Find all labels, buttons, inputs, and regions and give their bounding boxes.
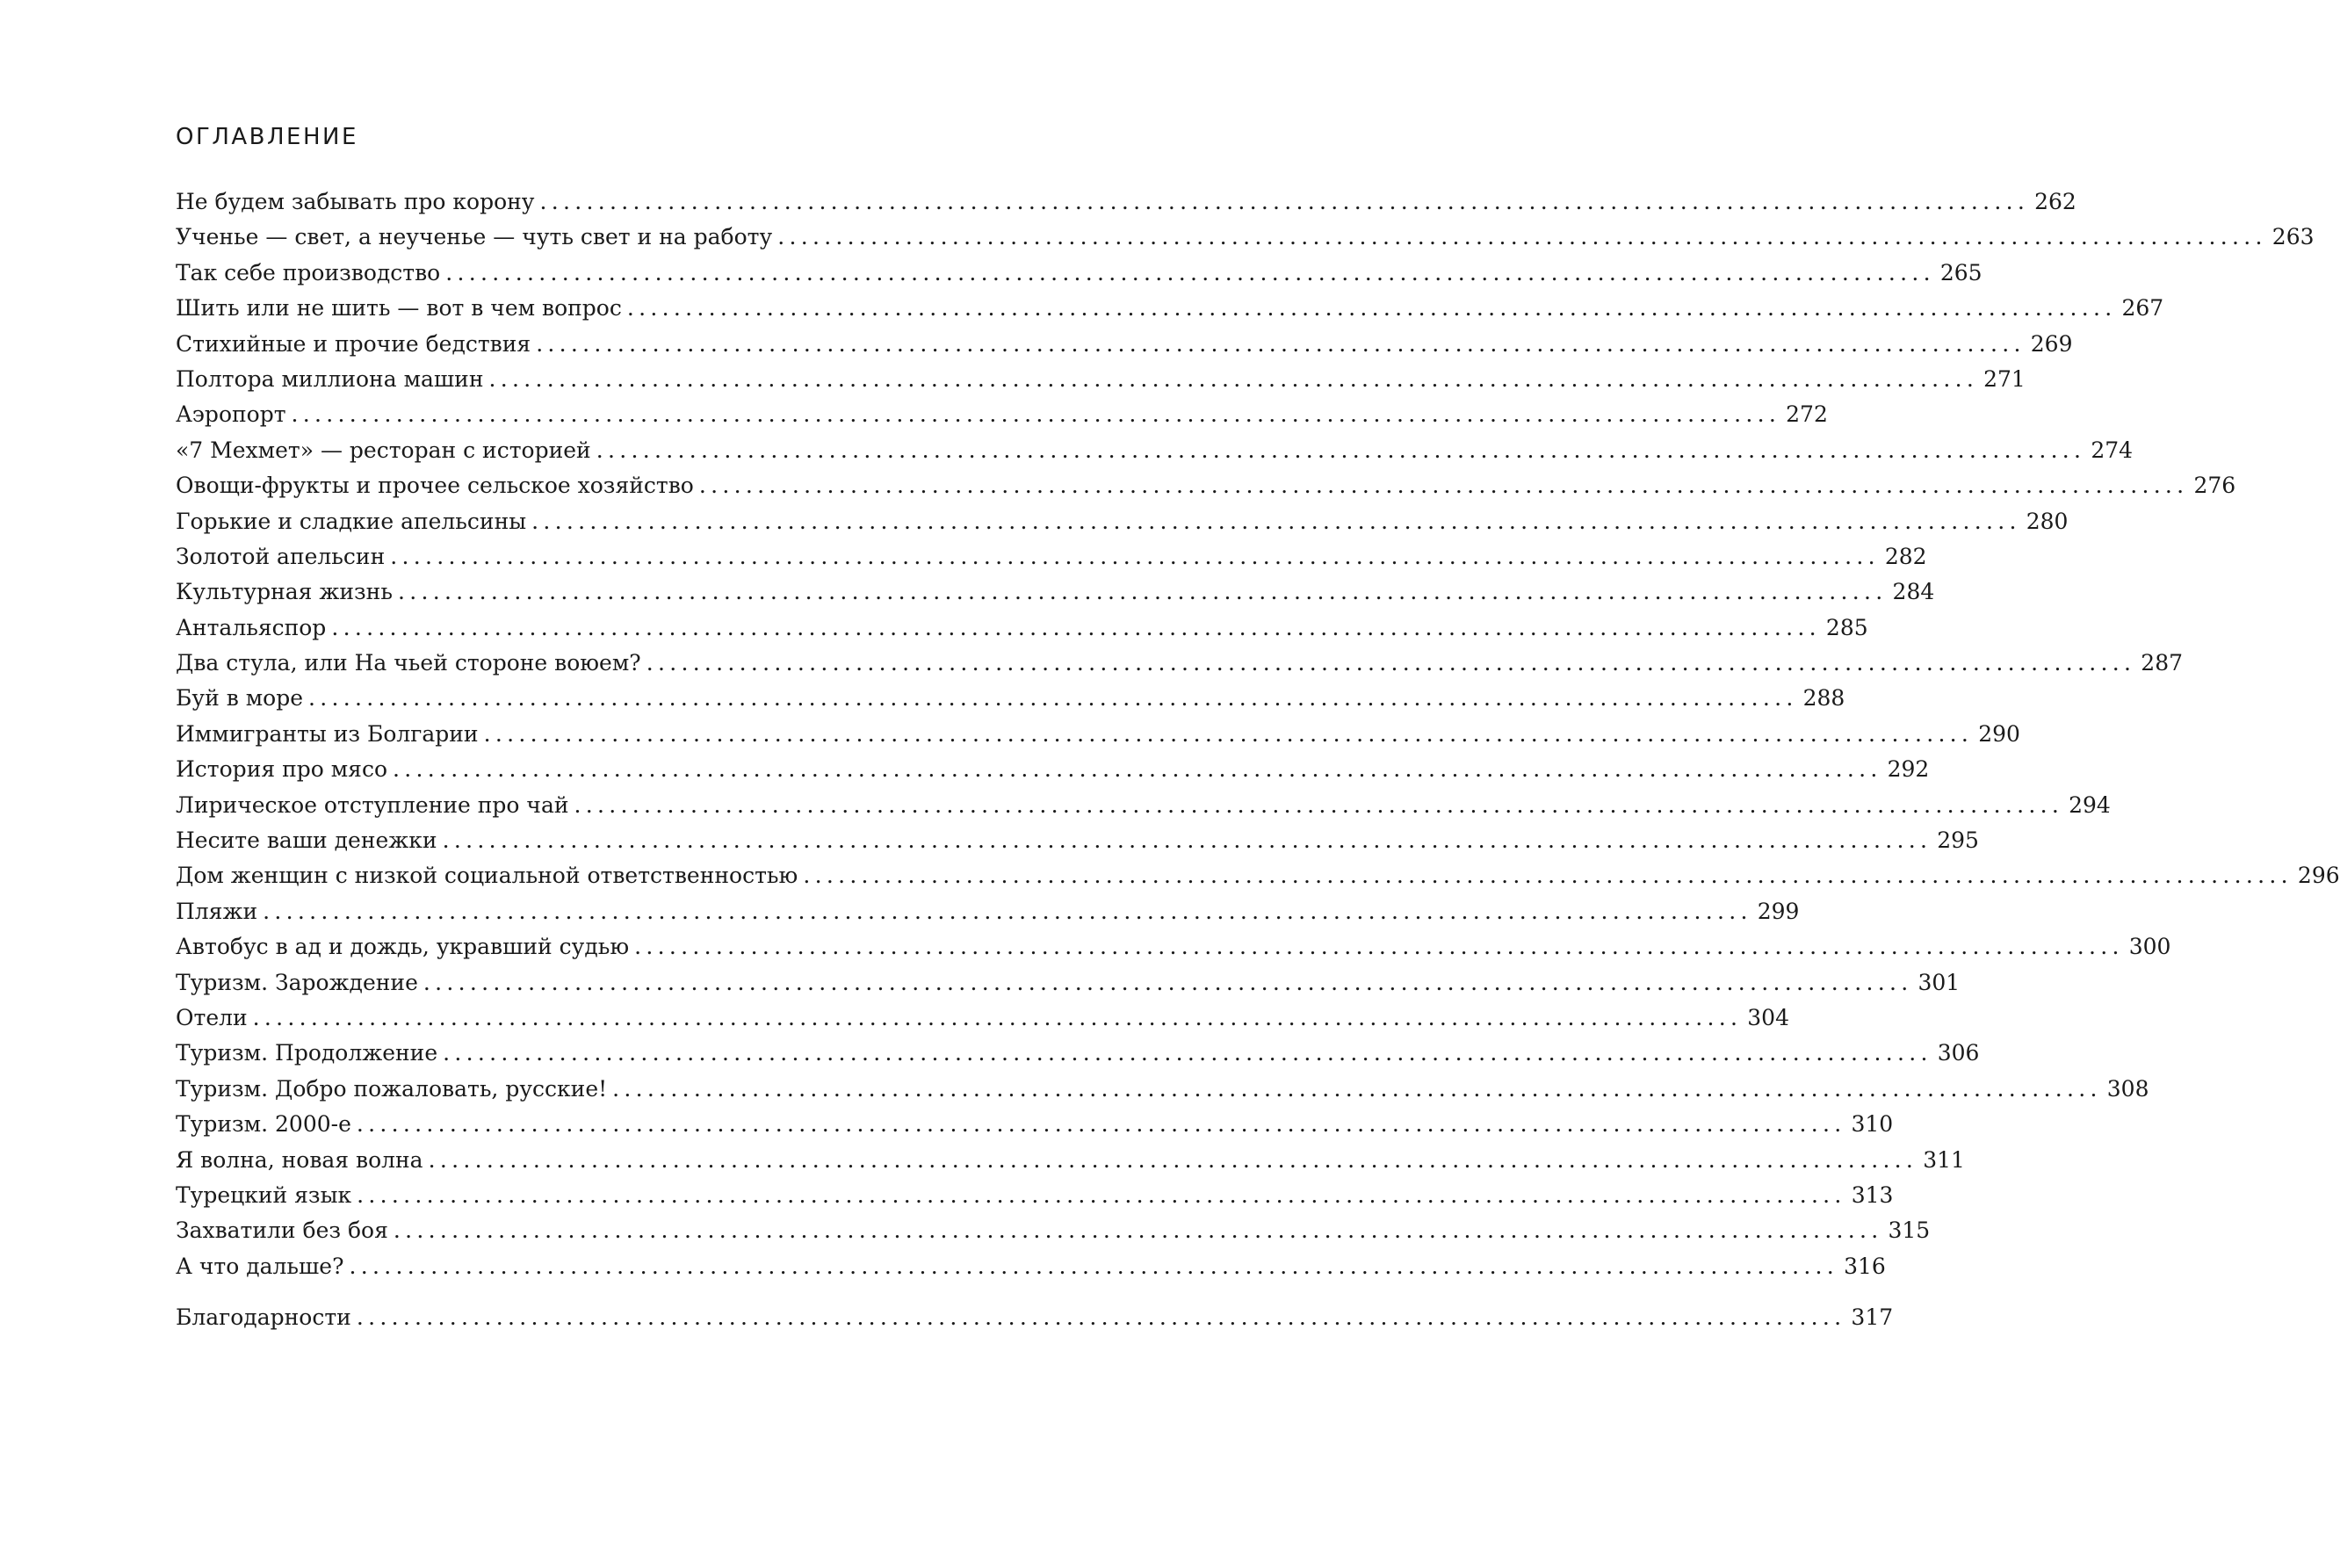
toc-entry-page: 304: [1747, 1004, 1789, 1030]
toc-entry-page: 292: [1887, 756, 1930, 783]
toc-entry[interactable]: [176, 504, 2069, 539]
toc-entry-page: 274: [2091, 437, 2134, 463]
toc-list: [176, 184, 2340, 1336]
toc-entry[interactable]: [176, 788, 2111, 823]
toc-entry-page: 288: [1802, 685, 1845, 712]
toc-entry[interactable]: [176, 1001, 1789, 1036]
toc-entry-leader: ................................................................................................................................: [357, 1181, 1846, 1208]
toc-entry[interactable]: [176, 184, 2076, 220]
toc-entry-title: Горькие и сладкие апельсины: [176, 508, 527, 534]
toc-entry-title: Несите ваши денежки: [176, 827, 437, 854]
toc-entry-title: Стихийные и прочие бедствия: [176, 330, 531, 357]
toc-entry-title: Лирическое отступление про чай: [176, 791, 569, 818]
toc-entry-leader: ................................................................................................................................: [634, 934, 2124, 960]
toc-entry-leader: ................................................................................................................................: [803, 863, 2293, 889]
toc-entry-leader: ................................................................................................................................: [393, 1218, 1883, 1244]
toc-entry-leader: ................................................................................................................................: [263, 898, 1752, 924]
toc-entry-title: Захватили без боя: [176, 1218, 388, 1244]
toc-entry[interactable]: [176, 823, 1979, 858]
toc-entry-leader: ................................................................................................................................: [397, 579, 1888, 605]
toc-entry-leader: ................................................................................................................................: [488, 365, 1979, 392]
toc-entry-leader: ................................................................................................................................: [596, 437, 2086, 463]
toc-entry-page: 311: [1923, 1146, 1965, 1173]
toc-entry-page: 269: [2030, 330, 2073, 357]
toc-entry-page: 280: [2026, 508, 2069, 534]
toc-entry-page: 310: [1851, 1111, 1894, 1138]
toc-entry-title: Автобус в ад и дождь, укравший судью: [176, 934, 630, 960]
toc-entry-page: 295: [1937, 827, 1979, 854]
toc-entry-page: 282: [1884, 543, 1927, 569]
toc-entry-page: 294: [2069, 791, 2111, 818]
toc-entry-page: 299: [1757, 898, 1800, 924]
toc-entry-title: Буй в море: [176, 685, 304, 712]
toc-entry-page: 313: [1851, 1181, 1894, 1208]
toc-entry-leader: ................................................................................................................................: [252, 1004, 1743, 1030]
toc-entry-title: История про мясо: [176, 756, 388, 783]
toc-entry-leader: ................................................................................................................................: [356, 1111, 1846, 1138]
toc-entry[interactable]: [176, 646, 2184, 681]
toc-entry[interactable]: [176, 574, 1935, 610]
toc-entry-leader: ................................................................................................................................: [422, 969, 1913, 995]
toc-entry[interactable]: [176, 1107, 1894, 1142]
toc-entry[interactable]: [176, 1072, 2149, 1107]
toc-entry-title: Так себе производство: [176, 259, 441, 285]
toc-entry-title: Отели: [176, 1004, 248, 1030]
toc-entry[interactable]: [176, 717, 2020, 752]
toc-entry-leader: ................................................................................................................................: [331, 614, 1821, 640]
toc-entry-leader: ................................................................................................................................: [777, 224, 2267, 250]
toc-entry-page: 306: [1937, 1040, 1980, 1066]
toc-entry-title: «7 Мехмет» — ресторан с историей: [176, 437, 591, 463]
toc-entry-title: Шить или не шить — вот в чем вопрос: [176, 295, 622, 322]
toc-entry-title: Туризм. Добро пожаловать, русские!: [176, 1075, 608, 1102]
toc-heading: ОГЛАВЛЕНИЕ: [176, 124, 358, 150]
toc-entry-leader: ................................................................................................................................: [646, 650, 2136, 676]
toc-entry-leader: ................................................................................................................................: [390, 543, 1880, 569]
toc-entry[interactable]: [176, 965, 1961, 1001]
toc-entry-page: 265: [1939, 259, 1982, 285]
toc-entry-leader: ................................................................................................................................: [308, 685, 1798, 712]
toc-entry-title: Аэропорт: [176, 401, 286, 428]
toc-entry-leader: ................................................................................................................................: [574, 791, 2064, 818]
toc-entry[interactable]: [176, 362, 2026, 397]
toc-entry-leader: ................................................................................................................................: [536, 330, 2026, 357]
toc-entry[interactable]: [176, 894, 1800, 929]
toc-entry[interactable]: [176, 929, 2171, 965]
toc-entry-page: 315: [1888, 1218, 1931, 1244]
toc-entry-title: Ученье — свет, а неученье — чуть свет и на работу: [176, 224, 773, 250]
toc-entry-page: 317: [1851, 1304, 1894, 1331]
toc-entry-leader: ................................................................................................................................: [698, 473, 2189, 499]
toc-entry-page: 285: [1825, 614, 1868, 640]
toc-entry[interactable]: [176, 1213, 1931, 1248]
toc-entry-leader: ................................................................................................................................: [428, 1146, 1918, 1173]
toc-entry-acknowledgements[interactable]: [176, 1300, 1894, 1335]
toc-entry-title: Турецкий язык: [176, 1181, 352, 1208]
toc-entry-leader: ................................................................................................................................: [349, 1253, 1839, 1279]
toc-entry-title: Не будем забывать про корону: [176, 189, 535, 214]
toc-entry[interactable]: [176, 858, 2340, 893]
toc-entry-page: 296: [2297, 863, 2340, 889]
toc-entry[interactable]: [176, 1143, 1965, 1178]
toc-entry[interactable]: [176, 1178, 1894, 1213]
toc-entry[interactable]: [176, 1036, 1980, 1071]
toc-entry-page: 316: [1844, 1253, 1886, 1279]
toc-entry-page: 276: [2193, 473, 2236, 499]
toc-entry-title: Я волна, новая волна: [176, 1146, 423, 1173]
toc-entry[interactable]: [176, 468, 2236, 503]
toc-entry-page: 271: [1983, 365, 2026, 392]
toc-entry-leader: ................................................................................................................................: [442, 827, 1932, 854]
toc-entry-title: Овощи-фрукты и прочее сельское хозяйство: [176, 473, 694, 499]
toc-entry-title: А что дальше?: [176, 1253, 344, 1279]
toc-entry-page: 262: [2034, 189, 2076, 214]
toc-entry-page: 267: [2121, 295, 2164, 322]
toc-entry-page: 263: [2271, 224, 2315, 250]
toc-entry-page: 284: [1892, 579, 1935, 605]
toc-entry[interactable]: [176, 752, 1930, 787]
toc-entry-leader: ................................................................................................................................: [443, 1040, 1932, 1066]
toc-entry[interactable]: [176, 433, 2134, 468]
toc-entry-leader: ................................................................................................................................: [393, 756, 1882, 783]
toc-entry-title: Иммигранты из Болгарии: [176, 720, 479, 747]
toc-entry-page: 301: [1918, 969, 1961, 995]
toc-entry[interactable]: [176, 611, 1868, 646]
toc-entry-title: Два стула, или На чьей стороне воюем?: [176, 650, 641, 676]
toc-entry-title: Пляжи: [176, 898, 258, 924]
toc-entry-leader: ................................................................................................................................: [356, 1304, 1846, 1331]
toc-entry[interactable]: [176, 681, 1845, 716]
toc-entry-leader: ................................................................................................................................: [291, 401, 1781, 428]
toc-entry-title: Антальяспор: [176, 614, 327, 640]
toc-entry-leader: ................................................................................................................................: [483, 720, 1974, 747]
toc-entry-leader: ................................................................................................................................: [612, 1075, 2102, 1102]
toc-entry-leader: ................................................................................................................................: [626, 295, 2117, 322]
toc-entry-title: Полтора миллиона машин: [176, 365, 484, 392]
toc-entry-title: Туризм. Продолжение: [176, 1040, 438, 1066]
toc-entry[interactable]: [176, 1249, 1886, 1284]
toc-entry-page: 287: [2141, 650, 2184, 676]
toc-entry-title: Золотой апельсин: [176, 543, 386, 569]
toc-entry[interactable]: [176, 539, 1927, 574]
toc-entry-page: 290: [1978, 720, 2020, 747]
toc-entry[interactable]: [176, 327, 2073, 362]
toc-entry-leader: ................................................................................................................................: [539, 189, 2030, 214]
toc-entry-title: Благодарности: [176, 1304, 351, 1331]
toc-entry-title: Культурная жизнь: [176, 579, 393, 605]
toc-entry[interactable]: [176, 291, 2164, 326]
toc-entry[interactable]: [176, 397, 1828, 432]
toc-entry-leader: ................................................................................................................................: [445, 259, 1935, 285]
toc-entry[interactable]: [176, 256, 1982, 291]
toc-entry-title: Дом женщин с низкой социальной ответственностью: [176, 863, 798, 889]
toc-entry-page: 300: [2128, 934, 2171, 960]
toc-entry-page: 308: [2106, 1075, 2149, 1102]
toc-entry-title: Туризм. Зарождение: [176, 969, 418, 995]
toc-entry[interactable]: [176, 220, 2315, 255]
toc-entry-title: Туризм. 2000-е: [176, 1111, 351, 1138]
toc-entry-leader: ................................................................................................................................: [531, 508, 2021, 534]
toc-entry-page: 272: [1786, 401, 1828, 428]
